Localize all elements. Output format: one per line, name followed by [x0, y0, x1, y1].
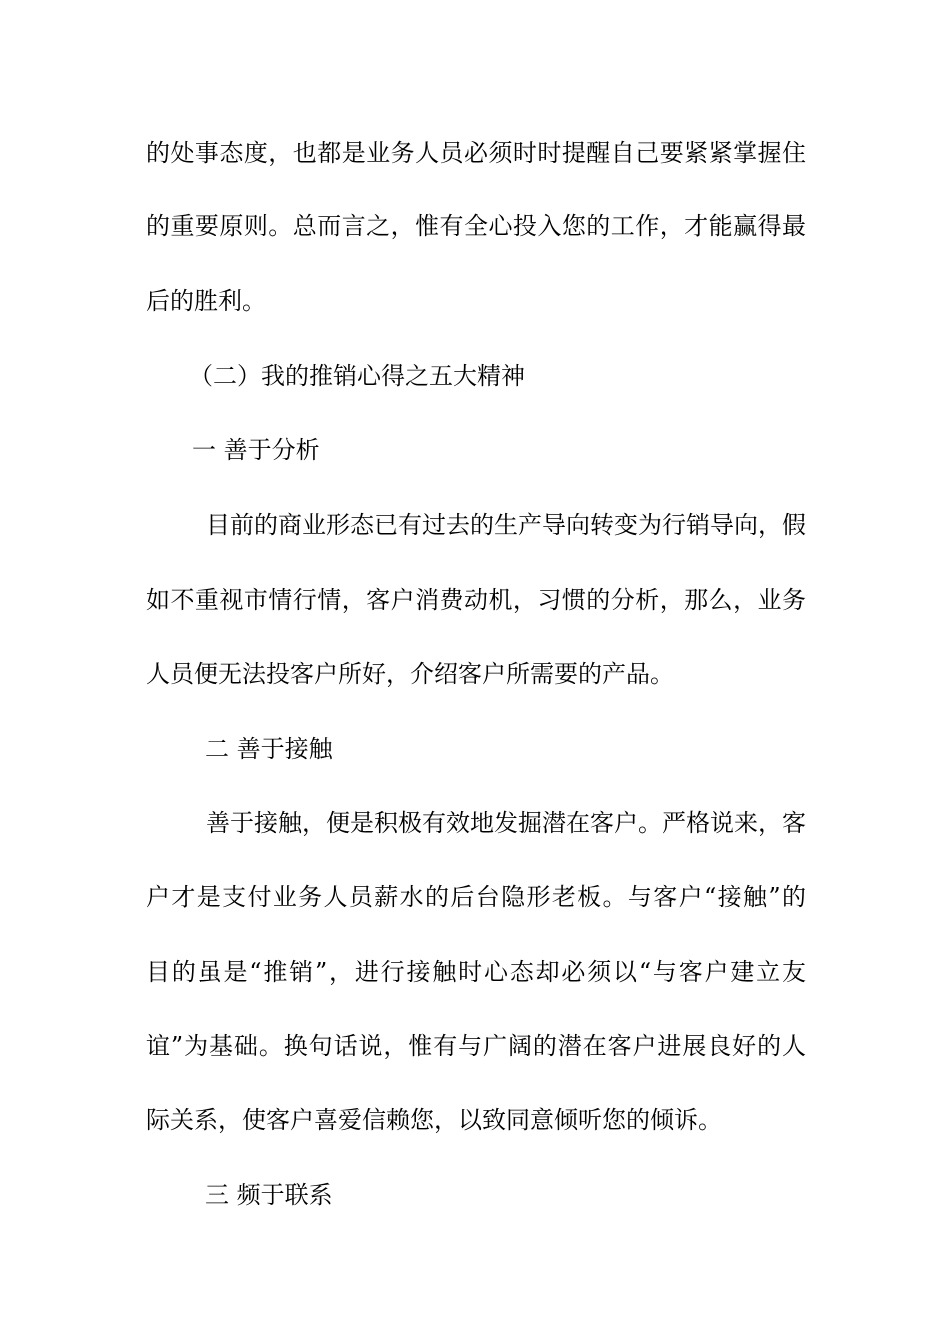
- paragraph-line: 户才是支付业务人员薪水的后台隐形老板。与客户“接触”的: [146, 883, 806, 911]
- paragraph-line: 目的虽是“推销”，进行接触时心态却必须以“与客户建立友: [146, 958, 806, 986]
- paragraph-line: 人员便无法投客户所好，介绍客户所需要的产品。: [146, 660, 674, 688]
- subsection-heading-one: 一 善于分析: [192, 436, 320, 464]
- paragraph-line: 后的胜利。: [146, 287, 266, 315]
- paragraph-line: 际关系，使客户喜爱信赖您，以致同意倾听您的倾诉。: [146, 1106, 722, 1134]
- paragraph-line: 如不重视市情行情，客户消费动机，习惯的分析，那么，业务: [146, 586, 806, 614]
- subsection-heading-three: 三 频于联系: [205, 1181, 333, 1209]
- paragraph-line: 善于接触，便是积极有效地发掘潜在客户。严格说来，客: [206, 809, 806, 837]
- section-heading: （二）我的推销心得之五大精神: [189, 362, 525, 390]
- paragraph-line: 的处事态度，也都是业务人员必须时时提醒自己要紧紧掌握住: [146, 139, 806, 167]
- paragraph-line: 谊”为基础。换句话说，惟有与广阔的潜在客户进展良好的人: [146, 1032, 806, 1060]
- paragraph-line: 的重要原则。总而言之，惟有全心投入您的工作，才能赢得最: [146, 212, 806, 240]
- paragraph-line: 目前的商业形态已有过去的生产导向转变为行销导向，假: [206, 511, 806, 539]
- subsection-heading-two: 二 善于接触: [205, 735, 333, 763]
